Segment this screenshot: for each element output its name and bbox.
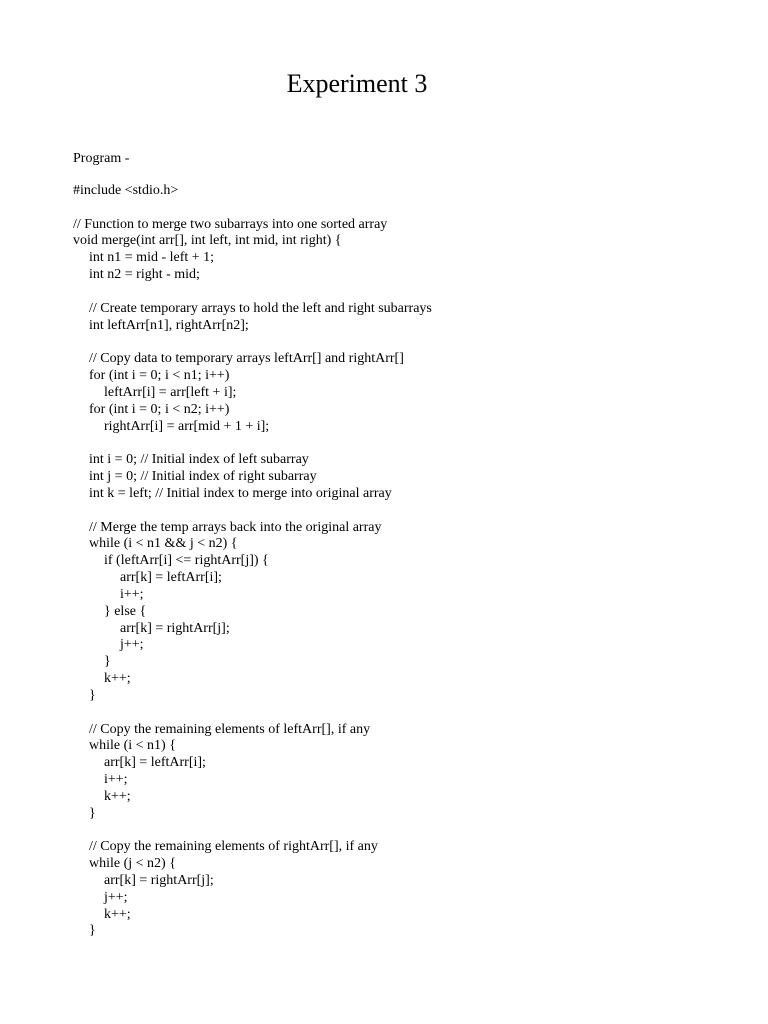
code-line: } [89,923,96,939]
code-line [73,503,432,520]
code-line [73,822,432,839]
code-line: // Copy the remaining elements of rightArr[], if any [89,839,378,855]
code-line: arr[k] = leftArr[i]; [104,755,206,771]
code-line: } [89,805,96,821]
code-line: if (leftArr[i] <= rightArr[j]) { [104,553,269,569]
code-line: i++; [104,771,128,787]
code-line: // Copy the remaining elements of leftArr[], if any [89,721,371,737]
code-line: for (int i = 0; i < n2; i++) [89,401,230,417]
document-title: Experiment 3 [286,69,428,98]
code-line: k++; [104,671,131,687]
code-line: // Create temporary arrays to hold the left and right subarrays [89,300,432,316]
code-line: int j = 0; // Initial index of right subarray [89,469,317,485]
code-line: // Copy data to temporary arrays leftArr[] and rightArr[] [89,351,404,367]
code-line: while (i < n1) { [89,738,176,754]
code-line: // Merge the temp arrays back into the original array [89,519,382,535]
code-line [73,705,432,722]
code-line: } [89,687,96,703]
code-line: } else { [104,603,147,619]
code-line [73,284,432,301]
code-line: int leftArr[n1], rightArr[n2]; [89,317,249,333]
code-line: #include <stdio.h> [73,183,179,198]
code-line: arr[k] = leftArr[i]; [120,570,222,586]
code-line: for (int i = 0; i < n1; i++) [89,368,230,384]
code-line: int k = left; // Initial index to merge into original array [89,485,392,501]
code-line: k++; [104,906,131,922]
code-line: j++; [120,637,144,653]
code-line: void merge(int arr[], int left, int mid, int right) { [73,233,342,249]
code-line: // Function to merge two subarrays into one sorted array [73,216,388,232]
code-line: arr[k] = rightArr[j]; [120,620,230,636]
code-line: k++; [104,788,131,804]
code-line: int i = 0; // Initial index of left subarray [89,452,309,468]
code-line: int n2 = right - mid; [89,267,200,283]
code-line: i++; [120,586,144,602]
code-line: j++; [104,889,128,905]
code-line: rightArr[i] = arr[mid + 1 + i]; [104,418,270,434]
code-line: } [104,654,111,670]
code-line [73,334,432,351]
code-line [73,200,432,217]
code-line: while (j < n2) { [89,856,176,872]
code-line: int n1 = mid - left + 1; [89,250,215,266]
code-line: while (i < n1 && j < n2) { [89,536,238,552]
code-line: leftArr[i] = arr[left + i]; [104,384,237,400]
code-line: arr[k] = rightArr[j]; [104,872,214,888]
code-line [73,435,432,452]
section-label: Program - [73,151,130,166]
code-listing [73,183,432,940]
